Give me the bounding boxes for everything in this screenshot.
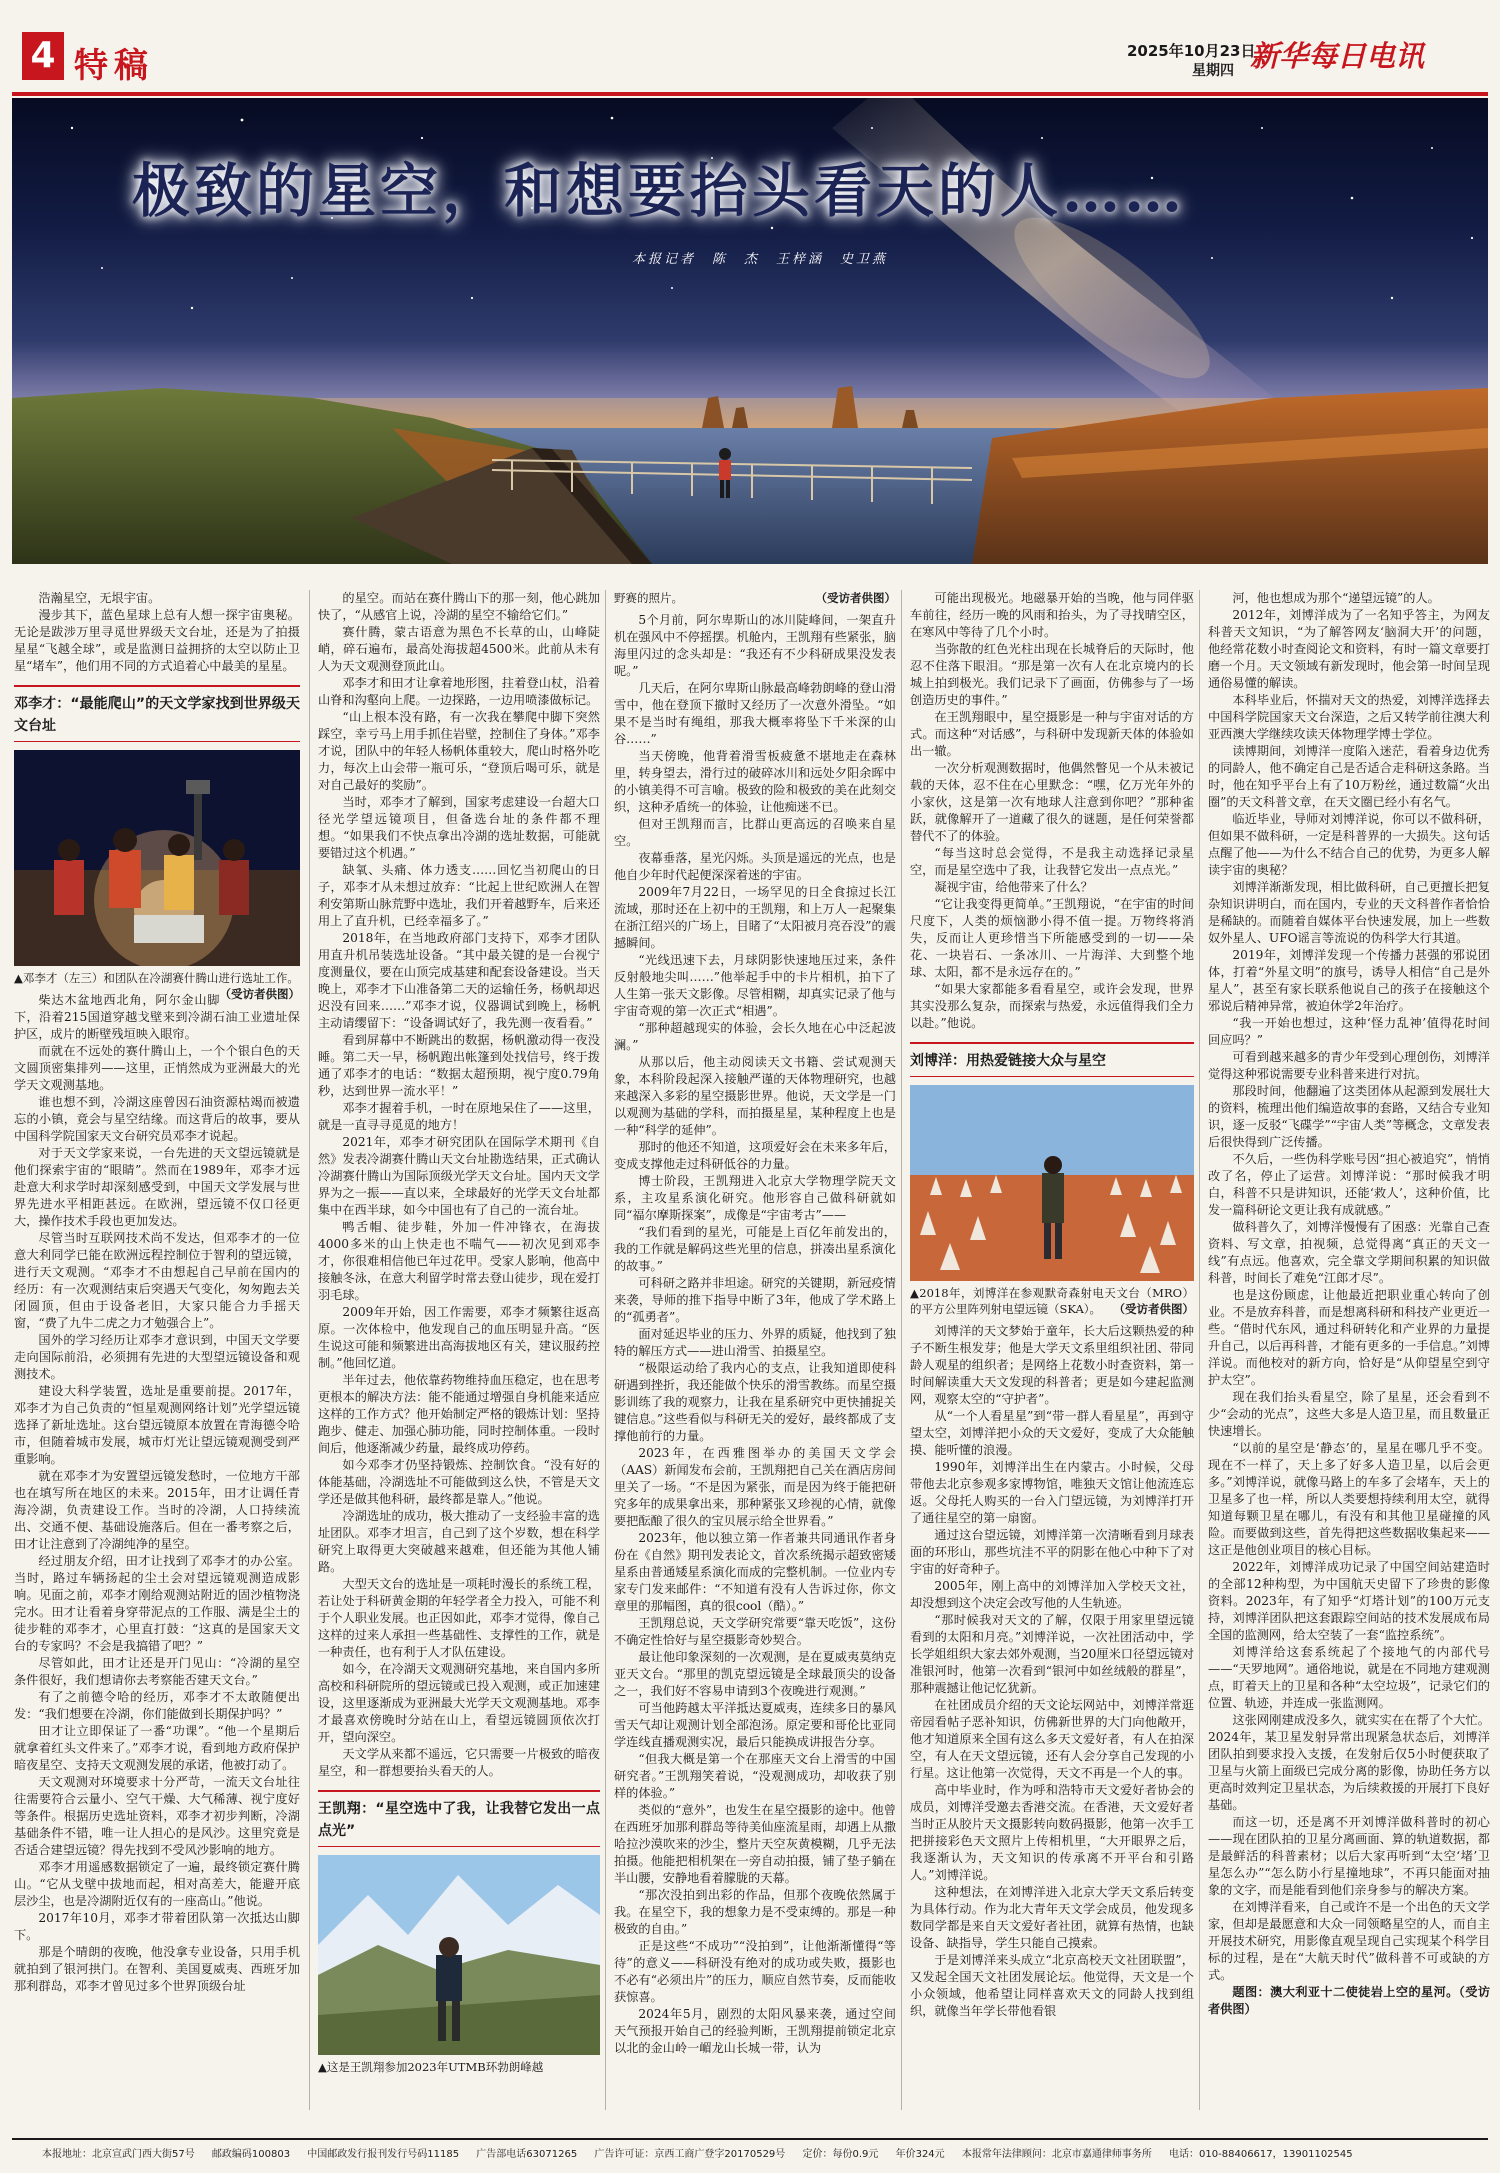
body-paragraph: “我一开始也想过，这种‘怪力乱神’值得花时间回应吗？” xyxy=(1208,1016,1490,1047)
caption-text: 野赛的照片。 xyxy=(614,591,683,605)
body-paragraph: 不久后，一些伪科学账号因“担心被追究”，悄悄改了名，停止了运营。刘博洋说：“那时候我才明白，科普不只是讲知识，还能‘救人’，这种价值，比发一篇科研论文更让我有成就感。” xyxy=(1208,1152,1490,1217)
body-paragraph: 5个月前，阿尔卑斯山的冰川陡峰间，一架直升机在强风中不停摇摆。机舱内，王凯翔有些紧张，脑海里闪过的念头却是：“我还有不少科研成果没发表呢。” xyxy=(614,613,896,678)
photo-deng-team xyxy=(14,750,300,966)
body-paragraph: “以前的星空是‘静态’的，星星在哪几乎不变。现在不一样了，天上多了好多人造卫星，以后会更多。”刘博洋说，就像马路上的车多了会堵车，天上的卫星多了也一样，所以人类要想持续利用太空，就得知道每颗卫星在哪儿，有没有和其他卫星碰撞的风险。而要做到这些，首先得把这些数据收集起来——这正是他创业项目的核心目标。 xyxy=(1208,1441,1490,1557)
body-paragraph: 田才让立即保证了一番“功课”。“他一个星期后就拿着红头文件来了。”邓李才说，看到地方政府保护暗夜星空、支持天文观测发展的承诺，他被打动了。 xyxy=(14,1724,300,1772)
body-paragraph: 面对延迟毕业的压力、外界的质疑，他找到了独特的解压方式——进山滑雪、拍摄星空。 xyxy=(614,1327,896,1358)
body-paragraph: 本科毕业后，怀揣对天文的热爱，刘博洋选择去中国科学院国家天文台深造，之后又转学前往澳大利亚西澳大学继续攻读天体物理学博士学位。 xyxy=(1208,693,1490,741)
body-paragraph: 2024年5月，剧烈的太阳风暴来袭，通过空间天气预报开始自己的经验判断，王凯翔提前锁定北京以北的金山岭一嵋龙山长城一带，认为 xyxy=(614,2007,896,2055)
body-paragraph: 经过朋友介绍，田才让找到了邓李才的办公室。当时，路过车辆扬起的尘土会对望远镜观测造成影响。见面之前，邓李才刚给观测站附近的固沙植物浇完水。田才让看着身穿带泥点的工作服、满是尘土的徒步鞋的邓李才，心里直打鼓：“这真的是国家天文台的专家吗？不会是我搞错了吧？” xyxy=(14,1554,300,1653)
body-paragraph: “我们看到的星光，可能是上百亿年前发出的，我的工作就是解码这些光里的信息，拼凑出星系演化的故事。” xyxy=(614,1225,896,1273)
column-4 xyxy=(910,590,1194,2020)
body-paragraph: 最让他印象深刻的一次观测，是在夏威夷莫纳克亚天文台。“那里的凯克望远镜是全球最顶尖的设备之一，我们好不容易申请到3个夜晚进行观测。” xyxy=(614,1650,896,1698)
picture-note-text: 题图：澳大利亚十二使徒岩上空的星河。 xyxy=(1232,1985,1459,1999)
body-paragraph: 的星空。而站在赛什腾山下的那一刻，他心跳加快了，“从感官上说，冷湖的星空不输给它们。” xyxy=(318,591,600,622)
body-paragraph: 2019年，刘博洋发现一个传播力甚强的邪说团体，打着“外星文明”的旗号，诱导人相信“自己是外星人”，甚至有家长联系他说自己的孩子在接触这个邪说后精神异常，被迫休学2年治疗。 xyxy=(1208,948,1490,1013)
body-paragraph: 当弥散的红色光柱出现在长城脊后的天际时，他忍不住落下眼泪。“那是第一次有人在北京境内的长城上拍到极光。我们记录下了画面，仿佛参与了一场创造历史的事件。” xyxy=(910,642,1194,707)
body-paragraph: 邓李才用遥感数据锁定了一遍，最终锁定赛什腾山。“它从戈壁中拔地而起，相对高差大，能避开底层沙尘，也是冷湖附近仅有的一座高山。”他说。 xyxy=(14,1860,300,1908)
mountain-race-photo xyxy=(318,1855,600,2055)
body-paragraph: 当天傍晚，他背着滑雪板疲惫不堪地走在森林里，转身望去，滑行过的破碎冰川和远处夕阳余晖中的小镇美得不可言喻。极致的险和极致的美在此刻交织，这种矛盾统一的体验，让他痴迷不已。 xyxy=(614,749,896,814)
body-paragraph: 大型天文台的选址是一项耗时漫长的系统工程，若让处于科研黄金期的年轻学者全力投入，可能不利于个人职业发展。也正因如此，邓李才觉得，像自己这样的过来人承担一些基础性、支撑性的工作，就是一种责任，也有利于人才队伍建设。 xyxy=(318,1577,600,1659)
body-paragraph: 冷湖选址的成功，极大推动了一支经验丰富的选址团队。邓李才坦言，自己到了这个岁数，想在科学研究上取得更大突破越来越难，但还能为其他人铺路。 xyxy=(318,1509,600,1574)
column-3 xyxy=(614,590,896,2057)
body-paragraph: 博士阶段，王凯翔进入北京大学物理学院天文系，主攻星系演化研究。他形容自己做科研就如同“福尔摩斯探案”，成像是“宇宙考古”—— xyxy=(614,1174,896,1222)
column-divider xyxy=(309,590,310,2110)
column-5 xyxy=(1208,590,1490,2018)
footer-phone: 电话：010-88406617，13901102545 xyxy=(1169,2149,1353,2160)
body-paragraph: 2005年，刚上高中的刘博洋加入学校天文社，却没想到这个决定会改写他的人生轨迹。 xyxy=(910,1579,1194,1610)
body-paragraph: 夜幕垂落，星光闪烁。头顶是遥远的光点，也是他自少年时代起便深深着迷的宇宙。 xyxy=(614,851,896,882)
body-paragraph: 凝视宇宙，给他带来了什么？ xyxy=(934,880,1093,894)
body-paragraph: 在社团成员介绍的天文论坛网站中，刘博洋常逛帝园看帖子恶补知识，仿佛新世界的大门向他敞开，他才知道原来全国有这么多天文爱好者，有人在拍深空，有人在天文望远镜，还有人会分享自己发现的小行星。这让他第一次觉得，天文不再是一个人的事。 xyxy=(910,1698,1194,1780)
body-paragraph: 而这一切，还是离不开刘博洋做科普时的初心——现在团队拍的卫星分离画面、算的轨道数据，都是最鲜活的科普素材；以后大家再听到“太空‘堵’卫星怎么办”“怎么防小行星撞地球”，不再只能面对抽象的文字，而是能看到他们亲身参与的解决方案。 xyxy=(1208,1815,1490,1897)
body-paragraph: 类似的“意外”，也发生在星空摄影的途中。他曾在西班牙加那利群岛等待美仙座流星雨，却遇上从撒哈拉沙漠吹来的沙尘，整片天空灰黄模糊，几乎无法拍摄。他能把相机架在一旁自动拍摄，铺了垫子躺在半山腰，安静地看着朦胧的天幕。 xyxy=(614,1803,896,1885)
body-paragraph: 那是个晴朗的夜晚，他没拿专业设备，只用手机就拍到了银河拱门。在智利、美国夏威夷、西班牙加那利群岛，邓李才曾见过多个世界顶级台址 xyxy=(14,1945,300,1993)
footer-ad-license: 广告许可证：京西工商广登字20170529号 xyxy=(594,2149,786,2160)
photo-liu-ska xyxy=(910,1085,1194,1281)
body-paragraph: 建设大科学装置，选址是重要前提。2017年，邓李才为自己负责的“恒星观测网络计划”光学望远镜选择了新址选址。这台望远镜原本放置在青海德令哈市，但随着城市发展，城市灯光让望远镜观测受到严重影响。 xyxy=(14,1384,300,1466)
body-paragraph: “每当这时总会觉得，不是我主动选择记录星空，而是星空选中了我，让我替它发出一点点光。” xyxy=(910,846,1194,877)
body-paragraph: 刘博洋渐渐发现，相比做科研，自己更擅长把复杂知识讲明白，而在国内，专业的天文科普作者恰恰是稀缺的。而随着自媒体平台快速发展，加上一些数奴外星人、UFO谣言等流说的伪科学大行其道。 xyxy=(1208,880,1490,945)
body-paragraph: 邓李才和田才让拿着地形图，拄着登山杖，沿着山脊和沟壑向上爬。一边探路，一边用喷漆做标记。 xyxy=(318,676,600,707)
body-paragraph: 在刘博洋看来，自己或许不是一个出色的天文学家，但却是最愿意和大众一同领略星空的人，而自主开展技术研究，用影像直观呈现自己实现某个科学目标的过程，是在“大航天时代”做科普不可或缺的方式。 xyxy=(1208,1900,1490,1982)
intro-paragraph: 漫步其下，蓝色星球上总有人想一探宇宙奥秘。无论是跋涉万里寻觅世界级天文台址，还是为了拍摄星星“飞越全球”，或是监测日益拥挤的太空以防止卫星“堵车”，他们用不同的方式追着心中最美的星星。 xyxy=(14,608,300,673)
masthead xyxy=(12,10,1488,90)
body-paragraph: 王凯翔总说，天文学研究常要“靠天吃饭”，这份不确定性恰好与星空摄影奇妙契合。 xyxy=(614,1616,896,1647)
hero-photo xyxy=(12,98,1488,564)
photo-credit: （受访者供图） xyxy=(219,987,300,1001)
body-paragraph: “它让我变得更简单。”王凯翔说，“在宇宙的时间尺度下，人类的烦恼渺小得不值一提。万物终将消失，反而让人更珍惜当下所能感受到的一切——朵花、一块岩石、一条冰川、一片海洋、大到整个地球、太阳，都不是永远存在的。” xyxy=(910,897,1194,979)
body-paragraph: 刘博洋给这套系统起了个接地气的内部代号——“天罗地网”。通俗地说，就是在不同地方建观测点，盯着天上的卫星和各种“太空垃圾”，记录它们的位置、轨迹，并连成一张监测网。 xyxy=(1208,1645,1490,1710)
photo-credit: （受访者供图） xyxy=(815,591,896,605)
body-paragraph: 2018年，在当地政府部门支持下，邓李才团队用直升机吊装选址设备。“其中最关键的是一台视宁度测量仪，要在山顶完成基建和配套设备建设。当天晚上，邓李才下山准备第二天的运输任务，杨帆却迟迟没有回来……”邓李才说，仪器调试到晚上，杨帆主动请缨留下：“设备调试好了，我先测一夜看看。” xyxy=(318,931,600,1030)
body-paragraph: 高中毕业时，作为呼和浩特市天文爱好者协会的成员，刘博洋受邀去香港交流。在香港，天文爱好者当时正从胶片天文摄影转向数码摄影，他第一次手工把拼接彩色天文照片上传相机里，“大开眼界之后，我逐渐认为，天文知识的传承离不开平台和引路人。”刘博洋说。 xyxy=(910,1783,1194,1882)
page-number: 4 xyxy=(22,32,64,80)
body-paragraph: “光线迅速下去，月球阴影快速地压过来，条件反射般地尖叫……”他举起手中的卡片相机，拍下了人生第一张天文影像。尽管相糊，却真实记录了他与宇宙奇观的第一次正式“相遇”。 xyxy=(614,953,896,1018)
body-paragraph: “极限运动给了我内心的支点，让我知道即使科研遇到挫折，我还能做个快乐的滑雪教练。而星空摄影训练了我的观察力，让我在星系研究中更快捕捉关键信息。”这些看似与科研无关的爱好，最终都成了支撑他前行的力量。 xyxy=(614,1361,896,1443)
body-paragraph: 临近毕业，导师对刘博洋说，你可以不做科研，但如果不做科研，一定是科普界的一大损失。这句话点醒了他——为什么不结合自己的优势，为更多人解读宇宙的奥秘？ xyxy=(1208,812,1490,877)
body-paragraph: 赛什腾，蒙古语意为黑色不长草的山，山峰陡峭，碎石遍布，最高处海拔超4500米。此前从未有人为天文观测登顶此山。 xyxy=(318,625,600,673)
subhead-wang: 王凯翔：“星空选中了我，让我替它发出一点点光” xyxy=(318,1790,600,1847)
body-paragraph: 邓李才握着手机，一时在原地呆住了——这里，就是一直寻寻觅觅的地方！ xyxy=(318,1101,600,1132)
body-paragraph: 可科研之路并非坦途。研究的关键期，新冠疫情来袭，导师的推下指导中断了3年，他成了学术路上的“孤勇者”。 xyxy=(614,1276,896,1324)
footer-legal: 本报常年法律顾问：北京市嘉通律师事务所 xyxy=(961,2149,1152,2160)
body-paragraph: 也是这份顾虑，让他最近把职业重心转向了创业。不是放弃科普，而是想离科研和科技产业更近一些。“借时代东风，通过科研转化和产业界的力量提升自己，以后再科普，才能有更多的一手信息。”刘博洋说。而他校对的新方向，恰好是“从仰望星空到守护太空”。 xyxy=(1208,1288,1490,1387)
body-paragraph: 当时，邓李才了解到，国家考虑建设一台超大口径光学望远镜项目，但备选台址的条件都不理想。“如果我们不快点拿出冷湖的选址数据，可能就要错过这个机遇。” xyxy=(318,795,600,860)
newspaper-logo: 新华每日电讯 xyxy=(1250,39,1425,73)
body-paragraph: 有了之前德令哈的经历，邓李才不太敢随便出发：“我们想要在冷湖，你们能做到长期保护吗？” xyxy=(14,1690,300,1721)
body-paragraph: 一次分析观测数据时，他偶然瞥见一个从未被记载的天体，忍不住在心里默念：“嘿，亿万光年外的小家伙，这是第一次有地球人注意到你吧？”那种雀跃，就像解开了一道藏了很久的谜题，是任何荣誉都替代不了的体验。 xyxy=(910,761,1194,843)
footer-annual-price: 年价324元 xyxy=(895,2149,945,2160)
body-paragraph: 而就在不远处的赛什腾山上，一个个银白色的天文圆顶密集排列——这里，正悄然成为亚洲最大的光学天文观测基地。 xyxy=(14,1044,300,1092)
body-paragraph: 那段时间，他翻遍了这类团体从起源到发展壮大的资料，梳理出他们编造故事的套路，又结合专业知识，逐一反驳“飞碟学”“宇宙人类”等概念，文章发表后很快得到广泛传播。 xyxy=(1208,1084,1490,1149)
photo-credit: （受访者供图） xyxy=(1113,1302,1194,1316)
body-paragraph: 可能出现极光。地磁暴开始的当晚，他与同伴驱车前往，经历一晚的风雨和抬头，为了寻找晴空区，在寒风中等待了几个小时。 xyxy=(910,591,1194,639)
body-paragraph: 那时的他还不知道，这项爱好会在未来多年后，变成支撑他走过科研低谷的力量。 xyxy=(614,1140,896,1171)
body-paragraph: 2023年，在西雅图举办的美国天文学会（AAS）新闻发布会前，王凯翔把自己关在酒店房间里关了一场。“不是因为紧张，而是因为终于能把研究多年的成果拿出来，那种紧张又珍视的心情，就像要把酝酿了很久的宝贝展示给全世界看。” xyxy=(614,1446,896,1528)
body-paragraph: “那种超越现实的体验，会长久地在心中泛起波澜。” xyxy=(614,1021,896,1052)
body-paragraph: 缺氧、头痛、体力透支……回忆当初爬山的日子，邓李才从未想过放弃：“比起上世纪欧洲人在智利安第斯山脉荒野中选址，我们开着越野车，后来还用上了直升机，已经幸福多了。” xyxy=(318,863,600,928)
body-paragraph: 读博期间，刘博洋一度陷入迷茫，看着身边优秀的同龄人，他不确定自己是否适合走科研这条路。当时，他在知乎平台上有了10万粉丝，通过数篇“火出圈”的天文科普文章，在天文圈已经小有名气。 xyxy=(1208,744,1490,809)
night-survey-photo xyxy=(14,750,300,966)
body-paragraph: 对于天文学家来说，一台先进的天文望远镜就是他们探索宇宙的“眼睛”。然而在1989年，邓李才远赴意大利求学时却深刻感受到，中国天文学发展与世界先进水平相距甚远。在欧洲，望远镜不仅口径更大，操作技术手段也更加发达。 xyxy=(14,1146,300,1228)
body-paragraph: 正是这些“不成功”“没拍到”，让他渐渐懂得“等待”的意义——科研没有绝对的成功或失败，摄影也不必有“必须出片”的压力，顺应自然节奏，反而能收获惊喜。 xyxy=(614,1939,896,2004)
body-paragraph: “山上根本没有路，有一次我在攀爬中脚下突然踩空，幸亏马上用手抓住岩壁，控制住了身体。”邓李才说，团队中的年轻人杨帆体重较大，爬山时格外吃力，每次上山会带一瓶可乐，“登顶后喝可乐，就是对自己最好的奖励”。 xyxy=(318,710,600,792)
body-paragraph: 从“一个人看星星”到“带一群人看星星”，再到守望太空，刘博洋把小众的天文爱好，变成了大众能触摸、能听懂的浪漫。 xyxy=(910,1409,1194,1457)
body-paragraph: 可当他跨越太平洋抵达夏威夷，连续多日的暴风雪天气却让观测计划全部泡汤。原定要和哥伦比亚同学连线直播观测实况，最后只能换成讲报告分享。 xyxy=(614,1701,896,1749)
caption-wang: ▲这是王凯翔参加2023年UTMB环勃朗峰越 xyxy=(318,2060,544,2074)
subhead-deng: 邓李才：“最能爬山”的天文学家找到世界级天文台址 xyxy=(14,685,300,742)
body-paragraph: 如今邓李才仍坚持锻炼、控制饮食。“没有好的体能基础，冷湖选址不可能做到这么快，不管是天文学还是做其他科研，最终都是靠人。”他说。 xyxy=(318,1458,600,1506)
footer-address: 本报地址：北京宣武门西大街57号 xyxy=(42,2149,195,2160)
footer-distribution: 中国邮政发行报刊发行号码11185 xyxy=(307,2149,460,2160)
issue-weekday: 星期四 xyxy=(1192,63,1234,79)
body-paragraph: 柴达木盆地西北角，阿尔金山脚下，沿着215国道穿越戈壁来到冷湖石油工业遗址保护区，成片的断壁残垣映入眼帘。 xyxy=(14,993,300,1041)
column-divider xyxy=(605,590,606,2110)
body-paragraph: 现在我们抬头看星空，除了星星，还会看到不少“会动的光点”，这些大多是人造卫星，而且数量正快速增长。 xyxy=(1208,1390,1490,1438)
column-1 xyxy=(14,590,300,1995)
body-paragraph: 但对王凯翔而言，比群山更高远的召唤来自星空。 xyxy=(614,817,896,848)
column-2 xyxy=(318,590,600,2081)
column-divider xyxy=(1199,590,1200,2110)
subhead-liu: 刘博洋：用热爱链接大众与星空 xyxy=(910,1042,1194,1077)
issue-date: 2025年10月23日 xyxy=(1127,42,1256,60)
body-paragraph: 这张网刚建成没多久，就实实在在帮了个大忙。2024年，某卫星发射异常出现紧急状态后，刘博洋团队拍到要求投入支援，在发射后仅5小时便获取了卫星与火箭上面级已完成分离的影像，协助任务方以更高时效判定卫星状态，为后续救援的开展打下良好基础。 xyxy=(1208,1713,1490,1812)
footer-rule xyxy=(12,2138,1488,2140)
body-paragraph: 通过这台望远镜，刘博洋第一次清晰看到月球表面的环形山，那些坑洼不平的阴影在他心中种下了对宇宙的好奇种子。 xyxy=(910,1528,1194,1576)
headline: 极致的星空，和想要抬头看天的人…… xyxy=(132,157,1187,225)
body-paragraph: 做科普久了，刘博洋慢慢有了困惑：光靠自己查资料、写文章，拍视频，总觉得离“真正的天文一线”有点远。他喜欢，完全靠文学期间积累的知识做科普，时间长了难免“江郎才尽”。 xyxy=(1208,1220,1490,1285)
body-paragraph: “那时候我对天文的了解，仅限于用家里望远镜看到的太阳和月亮。”刘博洋说，一次社团活动中，学长学姐组织大家去郊外观测，当20厘米口径望远镜对准银河时，他第一次看到“银河中如丝绒般的群星”，那种震撼让他记忆犹新。 xyxy=(910,1613,1194,1695)
column-divider xyxy=(901,590,902,2110)
body-paragraph: 2021年，邓李才研究团队在国际学术期刊《自然》发表冷湖赛什腾山天文台址勘选结果，正式确认冷湖赛什腾山为国际顶级光学天文台址。国内天文学界为之一振——直以来，全球最好的光学天文台址都集中在西半球，如今中国也有了自己的一流台址。 xyxy=(318,1135,600,1217)
body-paragraph: 河，他也想成为那个“递望远镜”的人。 xyxy=(1232,591,1440,605)
intro-paragraph: 浩瀚星空，无垠宇宙。 xyxy=(38,591,161,605)
footer-info xyxy=(42,2145,1482,2160)
body-paragraph: 1990年，刘博洋出生在内蒙古。小时候，父母带他去北京参观多家博物馆，唯独天文馆让他流连忘返。父母托人购买的一台入门望远镜，为刘博洋打开了通往星空的第一扇窗。 xyxy=(910,1460,1194,1525)
header-rule xyxy=(12,92,1488,96)
body-paragraph: 鸭舌帽、徒步鞋，外加一件冲锋衣，在海拔4000多米的山上快走也不喘气——初次见到邓李才，你很难相信他已年过花甲。受家人影响，他高中接触冬泳，在意大利留学时常去登山徒步，现在爱打羽毛球。 xyxy=(318,1220,600,1302)
body-paragraph: 刘博洋的天文梦始于童年，长大后这颗热爱的种子不断生根发芽；他是大学天文系里组织社团、带同龄人观星的组织者；是网络上花数小时查资料，第一时间解读重大天文发现的科普者；更是如今建起监测网，观察太空的“守护者”。 xyxy=(910,1324,1194,1406)
body-paragraph: 看到屏幕中不断跳出的数据，杨帆激动得一夜没睡。第二天一早，杨帆跑出帐篷到处找信号，终于拨通了邓李才的电话：“数据太超预期，视宁度0.79角秒，达到世界一流水平！” xyxy=(318,1033,600,1098)
body-paragraph: 国外的学习经历让邓李才意识到，中国天文学要走向国际前沿，必须拥有先进的大型望远镜设备和观测技术。 xyxy=(14,1333,300,1381)
body-paragraph: 如今，在冷湖天文观测研究基地，来自国内多所高校和科研院所的望远镜或已投入观测，或正加速建设，这里逐渐成为亚洲最大光学天文观测基地。邓李才最喜欢傍晚时分站在山上，看望远镜圆顶依次打开，望向深空。 xyxy=(318,1662,600,1744)
body-paragraph: 在王凯翔眼中，星空摄影是一种与宇宙对话的方式。而这种“对话感”，与科研中发现新天体的体验如出一辙。 xyxy=(910,710,1194,758)
caption-text: ▲邓李才（左三）和团队在冷湖赛什腾山进行选址工作。 xyxy=(14,971,299,985)
caption-wang-tail xyxy=(614,590,896,606)
footer-ad-phone: 广告部电话63071265 xyxy=(476,2149,578,2160)
photo-credit: （受访者供图） xyxy=(1208,1985,1491,2016)
body-paragraph: 这种想法，在刘博洋进入北京大学天文系后转变为具体行动。作为北大青年天文学会成员，他发现多数同学都是来自天文爱好者社团，就算有热情，也缺设备、缺指导，学生只能自己摸索。 xyxy=(910,1885,1194,1950)
caption-text: ▲2018年，刘博洋在参观默奇森射电天文台（MRO）的平方公里阵列射电望远镜（SKA）。 xyxy=(910,1286,1194,1316)
body-paragraph: 于是刘博洋来头成立“北京高校天文社团联盟”，又发起全国天文社团发展论坛。他觉得，天文是一个小众领域，他希望让同样喜欢天文的同龄人找到组织，就像当年学长带他看银 xyxy=(910,1953,1194,2018)
caption-liu xyxy=(910,1285,1194,1317)
body-paragraph: 天文学从来都不遥远，它只需要一片极致的暗夜星空，和一群想要抬头看天的人。 xyxy=(318,1747,600,1778)
body-paragraph: 2023年，他以独立第一作者兼共同通讯作者身份在《自然》期刊发表论文，首次系统揭示超致密矮星系由普通矮星系演化而成的完整机制。一位业内专家专门发来邮件：“不知道有没有人告诉过你，你文章里的那幅图，真的很cool（酷）。” xyxy=(614,1531,896,1613)
photo-wang-utmb xyxy=(318,1855,600,2055)
body-paragraph: “那次没拍到出彩的作品，但那个夜晚依然属于我。在星空下，我的想象力是不受束缚的。那是一种极致的自由。” xyxy=(614,1888,896,1936)
body-paragraph: 谁也想不到，冷湖这座曾因石油资源枯竭而被遗忘的小镇，竟会与星空结缘。而这背后的故事，要从中国科学院国家天文台研究员邓李才说起。 xyxy=(14,1095,300,1143)
body-paragraph: 从那以后，他主动阅读天文书籍、尝试观测天象，本科阶段起深入接触严谨的天体物理研究，也越来越深入多彩的星空摄影世界。他说，天文学是一门以观测为基础的学科，而拍摄星星，某种程度上也是一种“科学的延伸”。 xyxy=(614,1055,896,1137)
footer-postcode: 邮政编码100803 xyxy=(211,2149,291,2160)
body-paragraph: 天文观测对环境要求十分严苛，一流天文台址往往需要符合云量小、空气干燥、大气稀薄、视宁度好等条件。根据历史选址资料，邓李才初步判断，冷湖基础条件不错，唯一让人担心的是风沙。这里究竟是否适合建望远镜？得先找到不受风沙影响的地方。 xyxy=(14,1775,300,1857)
footer-price: 定价：每份0.9元 xyxy=(802,2149,879,2160)
body-paragraph: 2022年，刘博洋成功记录了中国空间站建造时的全部12种构型，为中国航天史留下了珍贵的影像资料。2023年，有了知乎“灯塔计划”的100万元支持，刘博洋团队把这套跟踪空间站的技术发展成布局全国的监测网，给太空装了一套“监控系统”。 xyxy=(1208,1560,1490,1642)
body-paragraph: 2017年10月，邓李才带着团队第一次抵达山脚下。 xyxy=(14,1911,300,1942)
body-paragraph: 可看到越来越多的青少年受到心理创伤，刘博洋觉得这种邪说需要专业科普来进行对抗。 xyxy=(1208,1050,1490,1081)
body-paragraph: “如果大家都能多看看星空，或许会发现，世界其实没那么复杂，而探索与热爱，永远值得我们全力以赴。”他说。 xyxy=(910,982,1194,1030)
body-paragraph: 半年过去，他依靠药物维持血压稳定，也在思考更根本的解决方法：能不能通过增强自身机能来适应这样的工作方式？他开始制定严格的锻炼计划：坚持跑步、健走、加强心肺功能，同时控制体重。一段时间后，他逐渐减少药量，最终成功停药。 xyxy=(318,1373,600,1455)
body-paragraph: 尽管当时互联网技术尚不发达，但邓李才的一位意大利同学已能在欧洲远程控制位于智利的望远镜，进行天文观测。“邓李才不由想起自己早前在国内的经历：有一次观测结束后突遇天气变化，匆匆跑去关闭圆顶，但由于设备老旧，大家只能合力手摇天窗，“费了九牛二虎之力才勉强合上”。 xyxy=(14,1231,300,1330)
body-paragraph: 尽管如此，田才让还是开门见山：“冷湖的星空条件很好，我们想请你去考察能否建天文台。” xyxy=(14,1656,300,1687)
body-paragraph: 就在邓李才为安置望远镜发愁时，一位地方干部也在填写所在地区的未来。2015年，田才让调任青海冷湖，负责建设工作。当时的冷湖，人口持续流出、交通不便、基础设施落后。但在一番考察之后，田才让注意到了冷湖纯净的星空。 xyxy=(14,1469,300,1551)
body-paragraph: 几天后，在阿尔卑斯山脉最高峰勃朗峰的登山滑雪中，他在登顶下撤时又经历了一次意外滑坠。“如果不是当时有绳组，那我大概率将坠下千米深的山谷……” xyxy=(614,681,896,746)
picture-note xyxy=(1208,1984,1490,2018)
radio-array-photo xyxy=(910,1085,1194,1281)
section-title: 特稿 xyxy=(74,46,154,86)
caption-deng xyxy=(14,970,300,1001)
byline: 本报记者 陈 杰 王梓涵 史卫燕 xyxy=(632,252,889,267)
body-paragraph: 2009年开始，因工作需要，邓李才频繁往返高原。一次体检中，他发现自己的血压明显升高。“医生说这可能和频繁进出高海拔地区有关，建议服药控制。”他回忆道。 xyxy=(318,1305,600,1370)
body-paragraph: 2012年，刘博洋成为了一名知乎答主，为网友科普天文知识，“为了解答网友‘脑洞大开’的问题，他经常花数小时查阅论文和资料，有时一篇文章要打磨一个月。天文领域有新发现时，他会第一时间呈现通俗易懂的解读。 xyxy=(1208,608,1490,690)
body-paragraph: “但我大概是第一个在那座天文台上滑雪的中国研究者。”王凯翔笑着说，“没观测成功，却收获了别样的体验。” xyxy=(614,1752,896,1800)
body-paragraph: 2009年7月22日，一场罕见的日全食掠过长江流域，那时还在上初中的王凯翔，和上万人一起聚集在浙江绍兴的广场上，目睹了“太阳被月亮吞没”的震撼瞬间。 xyxy=(614,885,896,950)
